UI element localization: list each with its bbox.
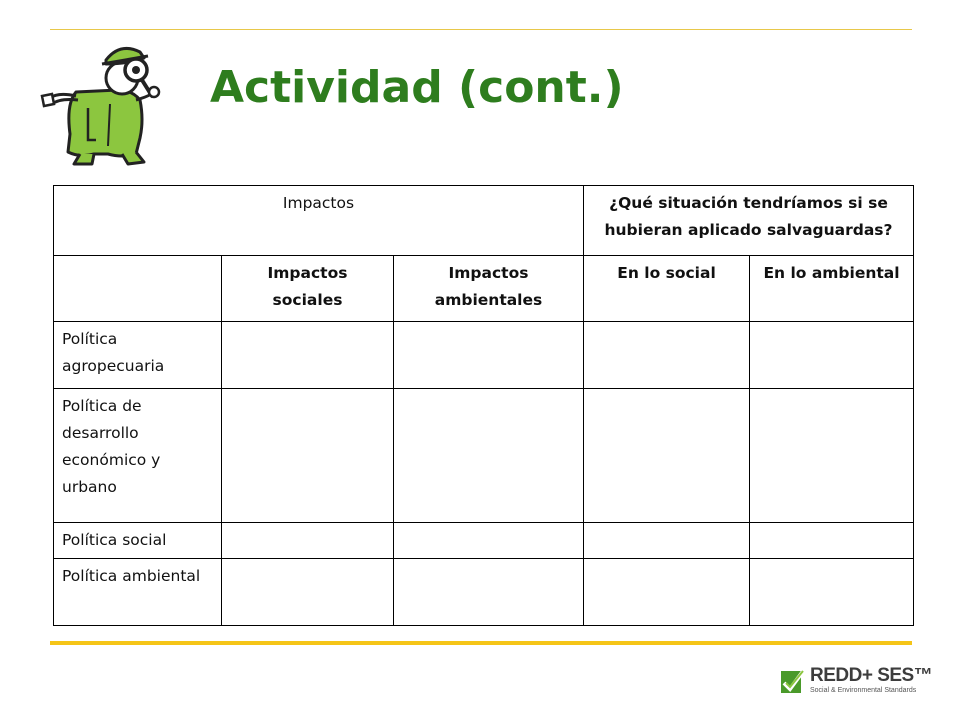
row-label: Política ambiental — [54, 559, 222, 626]
table-cell — [584, 389, 750, 523]
table-cell — [750, 389, 914, 523]
impacts-table — [53, 185, 914, 626]
logo-subtitle: Social & Environmental Standards — [810, 687, 917, 694]
table-subheader-row — [54, 256, 914, 322]
header-impactos: Impactos — [54, 186, 584, 256]
table-cell — [750, 559, 914, 626]
subheader-impactos-sociales: Impactos sociales — [222, 256, 394, 322]
table-row — [54, 389, 914, 523]
table-row — [54, 322, 914, 389]
table-cell — [222, 322, 394, 389]
row-label: Política social — [54, 523, 222, 559]
table-cell — [750, 322, 914, 389]
table-cell — [222, 559, 394, 626]
table-cell — [750, 523, 914, 559]
top-divider — [50, 29, 912, 30]
bottom-divider — [50, 641, 912, 645]
table-cell — [394, 389, 584, 523]
subheader-en-lo-ambiental: En lo ambiental — [750, 256, 914, 322]
table-cell — [584, 523, 750, 559]
table-row — [54, 523, 914, 559]
table-cell — [394, 322, 584, 389]
table-cell — [222, 389, 394, 523]
table-cell — [394, 559, 584, 626]
subheader-en-lo-social: En lo social — [584, 256, 750, 322]
table-cell — [394, 523, 584, 559]
slide-title: Actividad (cont.) — [210, 62, 624, 113]
leaf-check-icon — [780, 667, 806, 695]
table-cell — [584, 559, 750, 626]
row-label: Política de desarrollo económico y urbano — [54, 389, 222, 523]
table-cell — [584, 322, 750, 389]
subheader-empty — [54, 256, 222, 322]
logo-name: REDD+ SES™ — [810, 665, 933, 686]
subheader-impactos-ambientales: Impactos ambientales — [394, 256, 584, 322]
detective-magnifying-glass-icon — [36, 34, 176, 170]
redd-ses-logo — [780, 665, 933, 699]
header-safeguards-question: ¿Qué situación tendríamos si se hubieran aplicado salvaguardas? — [584, 186, 914, 256]
table-header-row — [54, 186, 914, 256]
row-label: Política agropecuaria — [54, 322, 222, 389]
table-row — [54, 559, 914, 626]
table-cell — [222, 523, 394, 559]
